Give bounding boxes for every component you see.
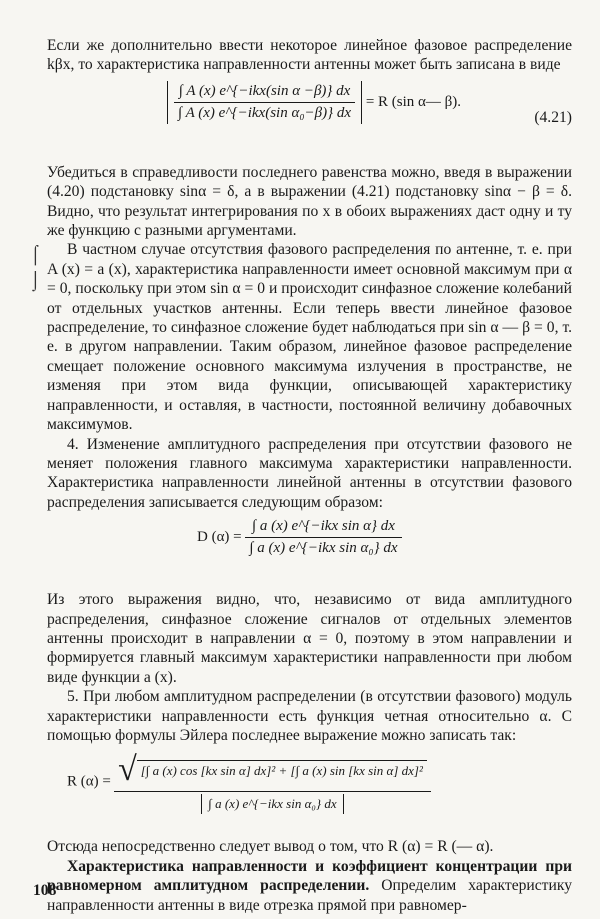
section-heading: Характеристика направленности и коэффициент концентрации при равномерном амплитудном распределении. (47, 857, 572, 895)
eqD-lhs: D (α) = (197, 529, 242, 546)
eq421-fraction (174, 83, 355, 122)
eq421-numerator: ∫ A (x) e^{−ikx(sin α −β)} dx (178, 82, 351, 99)
equation-4-21 (167, 81, 572, 155)
paragraph-4: 4. Изменение амплитудного распределения при отсутствии фазового не меняет положения главного максимума характеристики направленности. Характеристика направленности линейной антенны в отсутствии фазового распределения записывается следующим образом: (47, 435, 572, 511)
eqR-radicand: [∫ a (x) cos [kx sin α] dx]² + [∫ a (x) sin [kx sin α] dx]² (137, 760, 427, 781)
page-number: 108 (33, 882, 57, 899)
eqR-fraction (114, 751, 431, 814)
eq421-number: (4.21) (534, 108, 572, 126)
margin-bracket-mark: ⌠ (30, 244, 41, 264)
page-body (47, 36, 572, 915)
paragraph-8-text: Определим характеристику направленности антенны в виде отрезка прямой при равномер- (47, 877, 572, 914)
margin-bracket-mark-2: ⌡ (30, 270, 41, 290)
paragraph-5: Из этого выражения видно, что, независимо от вида амплитудного распределения, синфазное сложение сигналов от отдельных элементов антенны происходит в направлении α = 0, поэтому в этом направлении и формируется главный максимум характеристики направленности при любом виде функции a (x). (47, 591, 572, 686)
eqR-lhs: R (α) = (67, 773, 111, 790)
paragraph-7: Отсюда непосредственно следует вывод о том, что R (α) = R (— α). (47, 838, 494, 856)
eqR-den-abs: ∫ a (x) e^{−ikx sin α₀} dx (201, 794, 343, 814)
paragraph-6: 5. При любом амплитудном распределении (в отсутствии фазового) модуль характеристики направленности есть функция четная относительно α. С помощью формулы Эйлера последнее выражение можно записать так: (47, 688, 572, 744)
eqR-denominator (114, 791, 431, 814)
sqrt-icon: √ (118, 751, 137, 789)
paragraph-1: Если же дополнительно ввести некоторое линейное фазовое распределение kβx, то характеристика направленности антенны может быть записана в виде (47, 37, 572, 74)
eq421-abs (167, 81, 362, 124)
paragraph-2: Убедиться в справедливости последнего равенства можно, введя в выражении (4.20) подстановку sinα = δ, а в выражении (4.21) подстановку sinα − β = δ. Видно, что результат интегрирования по x в обоих выражениях даст одну и ту же функцию с разными аргументами. (47, 163, 572, 240)
eqD-numerator: ∫ a (x) e^{−ikx sin α} dx (252, 518, 395, 535)
eq421-denominator: ∫ A (x) e^{−ikx(sin α₀−β)} dx (174, 102, 355, 122)
eqD-fraction (245, 518, 401, 557)
eqR-numerator (114, 751, 431, 791)
equation-D (197, 518, 572, 584)
eq421-rhs: = R (sin α— β). (365, 93, 462, 110)
equation-R (67, 751, 572, 833)
paragraph-3: В частном случае отсутствия фазового распределения по антенне, т. е. при A (x) = a (x), характеристика направленности имеет основной максимум при α = 0, поскольку при этом sin α = 0 и происходит синфазное сложение колебаний от отдельных участков антенны. Если теперь ввести линейное фазовое распределение, то синфазное сложение будет наблюдаться при sin α — β = 0, т. е. в другом направлении. Таким образом, линейное фазовое распределение смещает положение основного максимума излучения в пространстве, не изменяя при этом вида функции, описывающей характеристику направленности, и оставляя, в частности, постоянной величину добавочных максимумов. (47, 241, 572, 434)
paragraph-8 (47, 857, 572, 915)
eqD-denominator: ∫ a (x) e^{−ikx sin α₀} dx (245, 537, 401, 557)
